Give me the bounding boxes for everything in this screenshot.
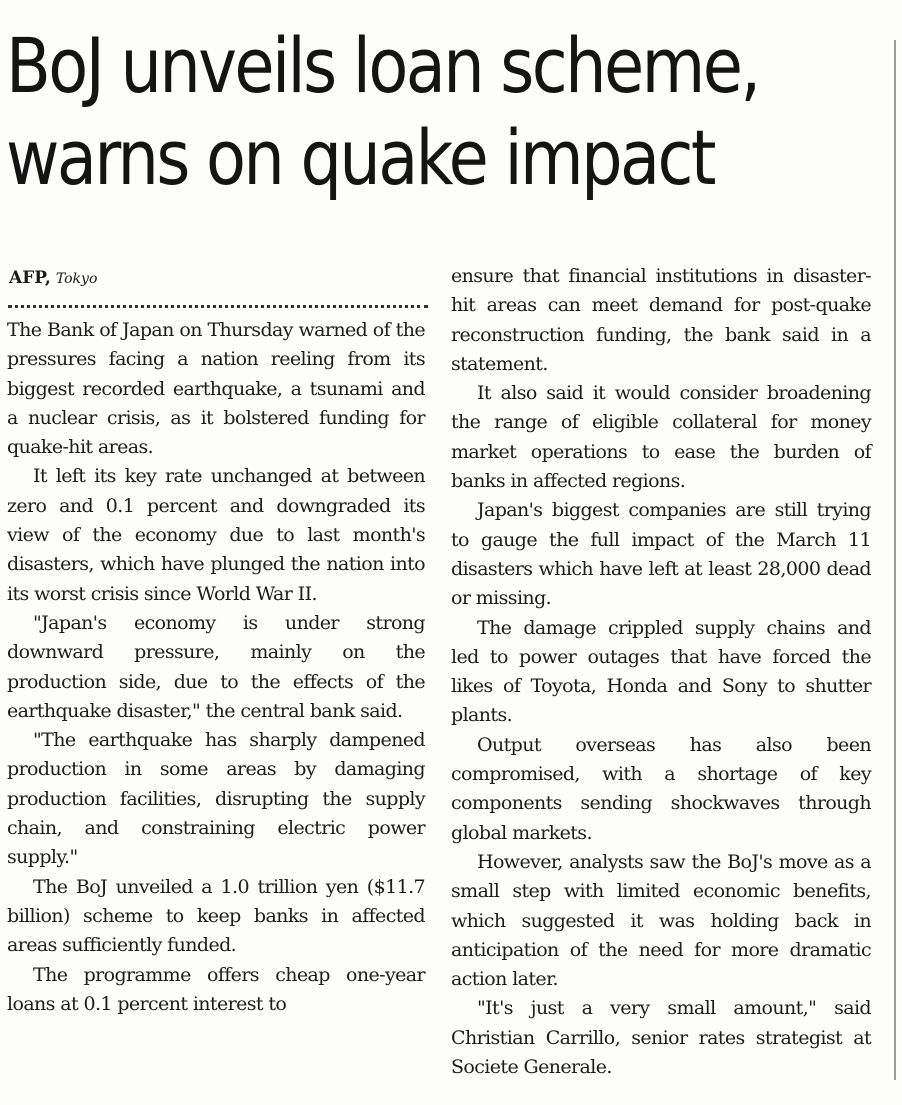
article-column-1 bbox=[7, 316, 425, 1019]
byline-divider bbox=[8, 305, 428, 308]
paragraph: However, analysts saw the BoJ's move as a small step with limited economic benefits, which suggested it was holding back in anticipation of the need for more dramatic action later. bbox=[451, 850, 871, 991]
paragraph: The programme offers cheap one-year loans at 0.1 percent interest to bbox=[7, 963, 425, 1015]
paragraph: The BoJ unveiled a 1.0 trillion yen ($11.7 billion) scheme to keep banks in affected areas sufficiently funded. bbox=[7, 875, 425, 957]
paragraph: ensure that financial institutions in disaster-hit areas can meet demand for post-quake reconstruction funding, the bank said in a statement. bbox=[451, 265, 871, 375]
paragraph: It also said it would consider broadening the range of eligible collateral for money market operations to ease the burden of banks in affected regions. bbox=[451, 382, 871, 493]
byline-city: Tokyo bbox=[55, 271, 98, 287]
paragraph: "Japan's economy is under strong downward pressure, mainly on the production side, due to the effects of the earthquake disaster," the central bank said. bbox=[7, 611, 425, 722]
byline bbox=[9, 268, 97, 289]
paragraph: Japan's biggest companies are still trying to gauge the full impact of the March 11 disasters which have left at least 28,000 dead or missing. bbox=[451, 499, 871, 610]
paragraph: The Bank of Japan on Thursday warned of the pressures facing a nation reeling from its biggest recorded earthquake, a tsunami and a nuclear crisis, as it bolstered funding for quake-hit areas. bbox=[7, 319, 425, 459]
byline-agency: AFP, bbox=[9, 268, 51, 288]
paragraph: "The earthquake has sharply dampened production in some areas by damaging production facilities, disrupting the supply chain, and constraining electric power supply." bbox=[7, 729, 425, 869]
paragraph: Output overseas has also been compromised, with a shortage of key components sending shockwaves through global markets. bbox=[451, 733, 871, 844]
headline-line-2: warns on quake impact bbox=[6, 113, 714, 202]
headline-line-1: BoJ unveils loan scheme, bbox=[6, 21, 759, 110]
headline bbox=[6, 20, 763, 204]
paragraph: "It's just a very small amount," said Christian Carrillo, senior rates strategist at Societe Generale. bbox=[451, 997, 871, 1079]
paragraph: It left its key rate unchanged at between zero and 0.1 percent and downgraded its view of the economy due to last month's disasters, which have plunged the nation into its worst crisis since World War II. bbox=[7, 465, 425, 605]
paragraph: The damage crippled supply chains and led to power outages that have forced the likes of Toyota, Honda and Sony to shutter plants. bbox=[451, 616, 871, 727]
column-rule bbox=[894, 40, 896, 1080]
article-column-2 bbox=[451, 262, 871, 1082]
